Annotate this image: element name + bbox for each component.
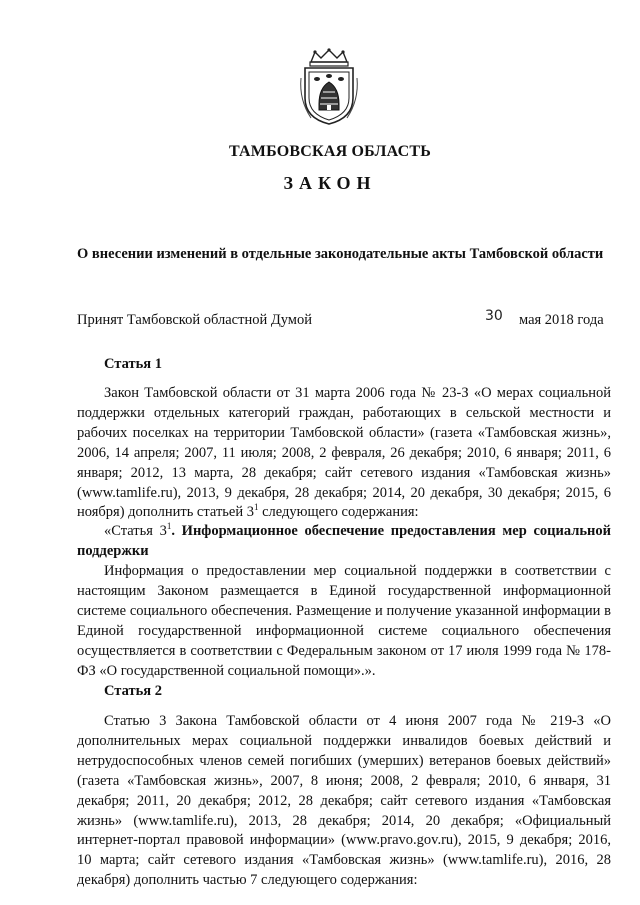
article-2-paragraph: Статью 3 Закона Тамбовской области от 4 июня 2007 года № 219-З «О дополнительных мерах социальной поддержки инвалидов боевых действий и нетрудоспособных членов семей погибших (умерших) ветеранов боевых действий» (газета «Тамбовская жизнь», 2007, 8 июня; 2008, 2 февраля; 2010, 6 января, 31 декабря; 2011, 20 декабря; 2012, 28 декабря; сайт сетевого издания «Тамбовская жизнь» (www.tamlife.ru), 2013, 28 декабря; 2014, 20 декабря; «Официальный интернет-портал правовой информации» (www.pravo.gov.ru), 2015, 9 декабря; 2016, 10 марта; сайт сетевого издания «Тамбовская жизнь» (www.tamlife.ru), 2016, 28 декабря) дополнить частью 7 следующего содержания: xyxy=(77,713,611,889)
article-superscript: 1 xyxy=(253,502,259,513)
new-article-title xyxy=(77,522,611,562)
law-title: О внесении изменений в отдельные законодательные акты Тамбовской области xyxy=(77,246,604,262)
article-2-heading: Статья 2 xyxy=(104,683,162,699)
adopted-by: Принят Тамбовской областной Думой xyxy=(77,312,312,328)
article-1-heading: Статья 1 xyxy=(104,356,162,372)
region-name: ТАМБОВСКАЯ ОБЛАСТЬ xyxy=(228,143,432,160)
adoption-date: мая 2018 года xyxy=(519,312,604,328)
coat-of-arms-icon xyxy=(297,48,361,126)
article-1-text: Закон Тамбовской области от 31 марта 2006 года № 23-З «О мерах социальной поддержки отдельных категорий граждан, работающих в сельской местности и рабочих поселках на территории Тамбовской области» (газета «Тамбовская жизнь», 2006, 14 апреля; 2007, 11 июля; 2008, 2 февраля, 26 декабря; 2010, 6 января; 2011, 6 января; 2012, 13 марта, 28 декабря; сайт сетевого издания «Тамбовская жизнь» (www.tamlife.ru), 2013, 9 декабря, 28 декабря; 2014, 20 декабря, 30 декабря; 2015, 6 ноября) дополнить статьей 3 xyxy=(77,385,611,521)
article-1-text-tail: следующего содержания: xyxy=(258,504,419,521)
document-type: ЗАКОН xyxy=(283,173,377,193)
new-article-superscript: 1 xyxy=(166,521,172,532)
new-article-body: Информация о предоставлении мер социальной поддержки в соответствии с настоящим Законом размещается в Единой государственной информационной системе социального обеспечения. Размещение и получение указанной информации в Единой государственной информационной системе социального обеспечения осуществляется в соответствии с Федеральным законом от 17 июля 1999 года № 178-ФЗ «О государственной социальной помощи».». xyxy=(77,563,611,679)
adoption-day: 30 xyxy=(485,308,503,324)
new-article-prefix: «Статья 3 xyxy=(104,523,167,539)
new-article-name: . Информационное обеспечение предоставления мер социальной поддержки xyxy=(77,523,611,559)
article-1-paragraph xyxy=(77,384,611,523)
